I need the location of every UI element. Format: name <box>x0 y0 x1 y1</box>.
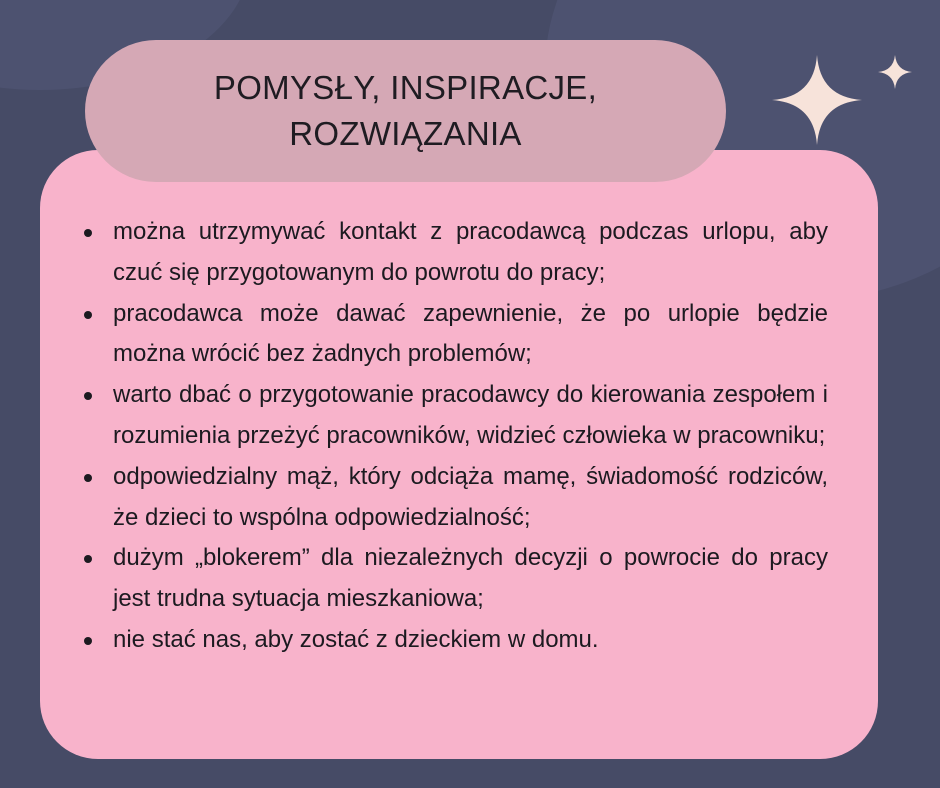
list-item <box>110 457 828 539</box>
list-item <box>110 212 828 294</box>
title-banner <box>85 40 726 182</box>
list-item-text: dużym „blokerem” dla niezależnych decyzji o powrocie do pracy jest trudna sytuacja mieszkaniowa; <box>113 544 828 613</box>
title-line-1: POMYSŁY, INSPIRACJE, <box>213 69 598 106</box>
bullet-icon <box>84 474 92 482</box>
bullet-icon <box>84 311 92 319</box>
bullet-list <box>110 212 828 661</box>
bullet-icon <box>84 555 92 563</box>
page-title <box>214 65 597 157</box>
list-item <box>110 375 828 457</box>
list-item-text: warto dbać o przygotowanie pracodawcy do kierowania zespołem i rozumienia przeżyć pracowników, widzieć człowieka w pracowniku; <box>113 381 828 449</box>
list-item <box>110 294 828 376</box>
sparkle-small-icon <box>878 55 912 89</box>
list-item <box>110 538 828 620</box>
list-item-text: można utrzymywać kontakt z pracodawcą podczas urlopu, aby czuć się przygotowanym do powrotu do pracy; <box>113 218 828 286</box>
bullet-icon <box>84 637 92 645</box>
title-line-2: ROZWIĄZANIA <box>289 115 522 152</box>
bullet-icon <box>84 392 92 400</box>
sparkle-large-icon <box>772 55 862 145</box>
bullet-icon <box>84 229 92 237</box>
list-item-text: nie stać nas, aby zostać z dzieckiem w domu. <box>113 625 599 653</box>
content-card <box>40 150 878 759</box>
list-item <box>110 620 828 661</box>
list-item-text: odpowiedzialny mąż, który odciąża mamę, świadomość rodziców, że dzieci to wspólna odpowiedzialność; <box>113 462 828 531</box>
list-item-text: pracodawca może dawać zapewnienie, że po urlopie będzie można wrócić bez żadnych problemów; <box>113 299 828 368</box>
